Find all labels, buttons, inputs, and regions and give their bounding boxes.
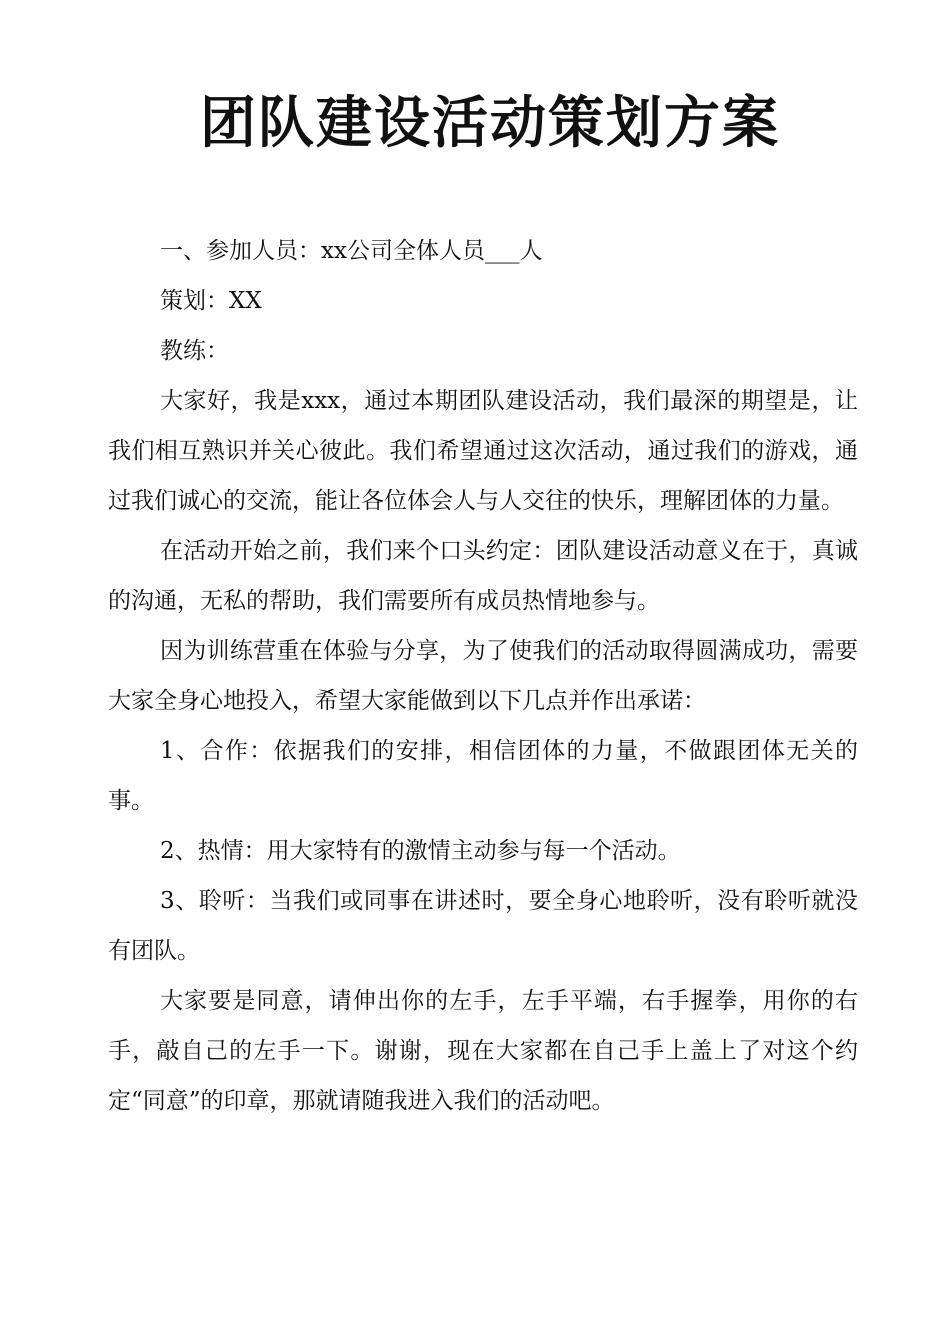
commitment-item-cooperation: 1、合作：依据我们的安排，相信团体的力量，不做跟团体无关的事。	[108, 738, 858, 814]
commitment-intro-paragraph: 因为训练营重在体验与分享，为了使我们的活动取得圆满成功，需要大家全身心地投入，希望大家能做到以下几点并作出承诺：	[108, 638, 858, 714]
closing-paragraph: 大家要是同意，请伸出你的左手，左手平端，右手握拳，用你的右手，敲自己的左手一下。谢谢，现在大家都在自己手上盖上了对这个约定“同意”的印章，那就请随我进入我们的活动吧。	[108, 988, 858, 1114]
document-body	[108, 226, 858, 1126]
planner-paragraph: 策划：XX	[160, 288, 262, 314]
commitment-item-enthusiasm: 2、热情：用大家特有的激情主动参与每一个活动。	[160, 838, 681, 864]
agreement-paragraph: 在活动开始之前，我们来个口头约定：团队建设活动意义在于，真诚的沟通，无私的帮助，我们需要所有成员热情地参与。	[108, 538, 858, 614]
commitment-item-listening: 3、聆听：当我们或同事在讲述时，要全身心地聆听，没有聆听就没有团队。	[108, 888, 858, 964]
participants-paragraph: 一、参加人员：xx公司全体人员___人	[160, 238, 543, 264]
document-title: 团队建设活动策划方案	[200, 91, 780, 156]
greeting-paragraph: 大家好，我是xxx，通过本期团队建设活动，我们最深的期望是，让我们相互熟识并关心彼此。我们希望通过这次活动，通过我们的游戏，通过我们诚心的交流，能让各位体会人与人交往的快乐，理解团体的力量。	[108, 388, 858, 514]
coach-paragraph: 教练：	[160, 338, 229, 364]
